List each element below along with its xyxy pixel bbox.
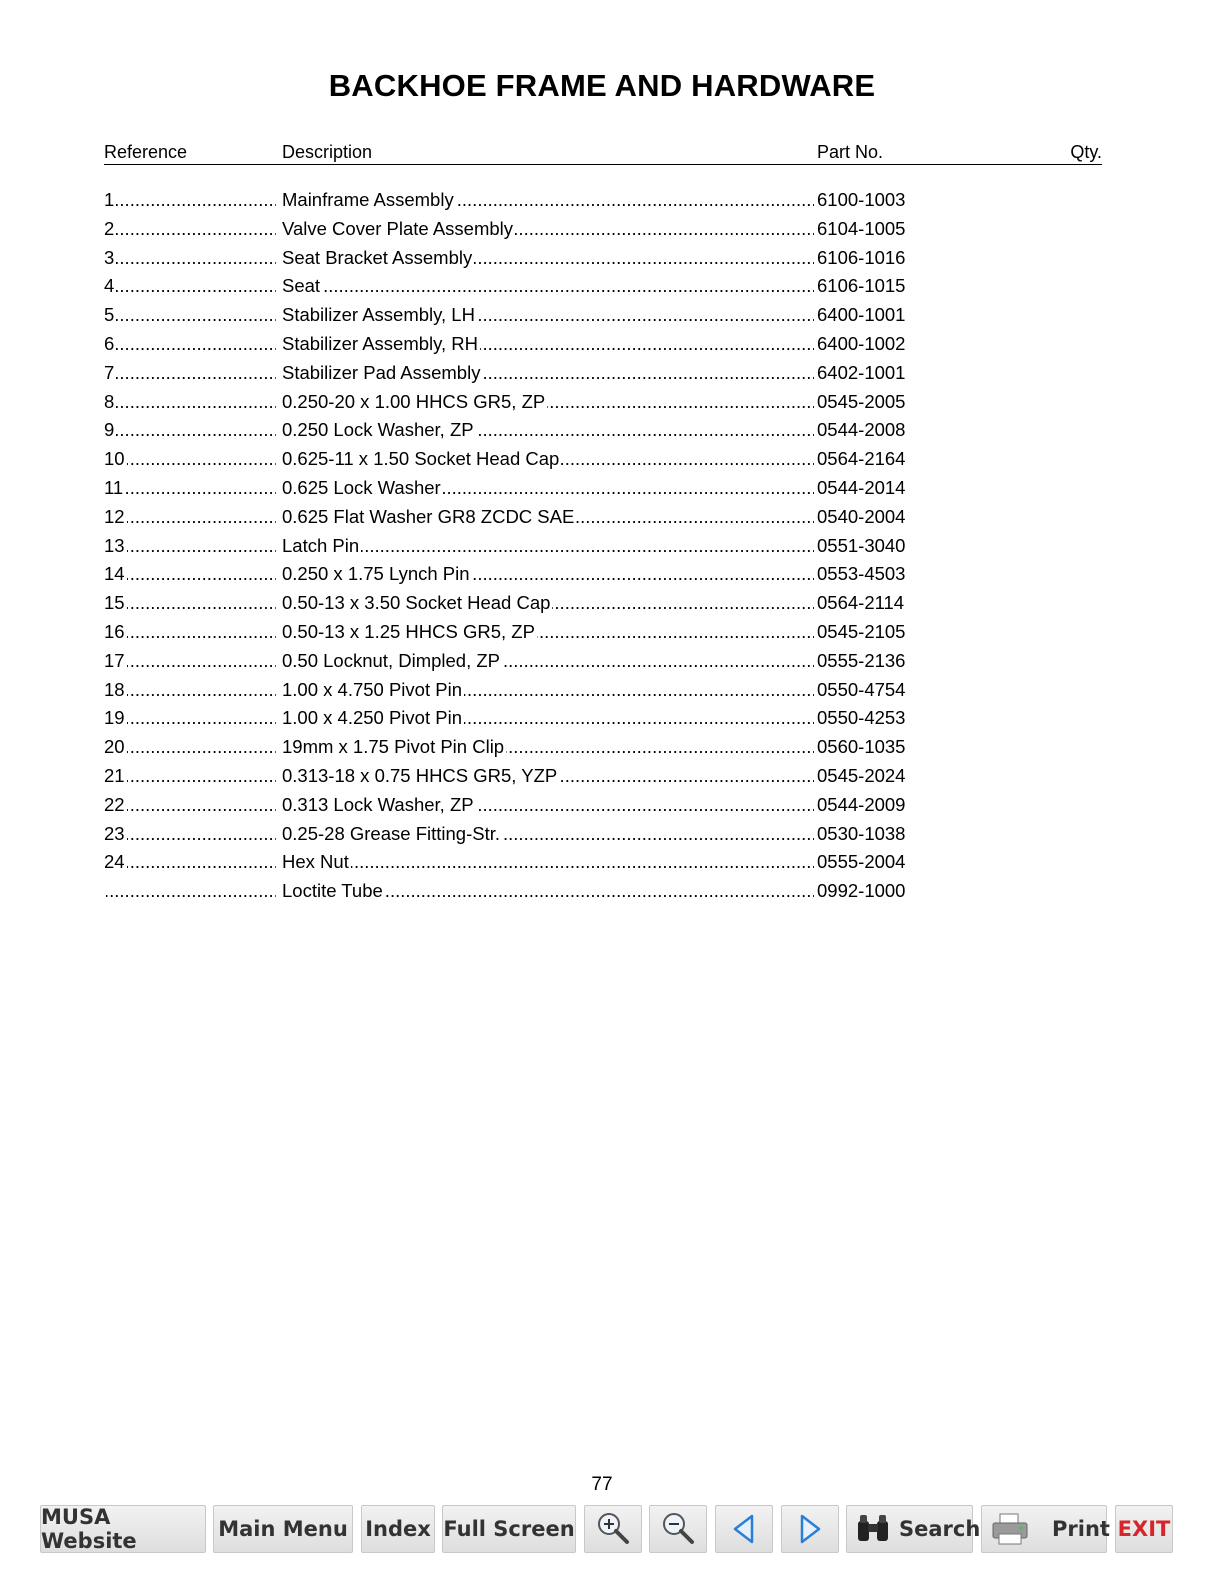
row-description: 0.250 x 1.75 Lynch Pin: [282, 563, 470, 585]
row-description: 0.250-20 x 1.00 HHCS GR5, ZP: [282, 390, 546, 412]
row-reference: 3: [104, 246, 115, 268]
row-part-no: 0560-1035: [817, 736, 906, 758]
row-qty-cell: [917, 676, 1102, 704]
row-reference-cell: [104, 560, 276, 588]
index-button[interactable]: [361, 1505, 435, 1553]
row-qty-cell: [917, 877, 1102, 905]
row-reference: 9: [104, 419, 115, 441]
row-reference: 7: [104, 361, 115, 383]
row-qty-cell: [917, 733, 1102, 761]
row-qty-cell: [917, 272, 1102, 300]
table-row: [104, 272, 1102, 301]
row-reference: 8: [104, 390, 115, 412]
row-part-no: 0564-2114: [817, 592, 905, 614]
row-reference-cell: [104, 388, 276, 416]
full-screen-button[interactable]: [442, 1505, 576, 1553]
musa-website-button[interactable]: [40, 1505, 206, 1553]
row-description-cell: [282, 791, 814, 819]
row-part-no: 6104-1005: [817, 217, 906, 239]
row-part-no: 0545-2105: [817, 620, 906, 642]
index-label: Index: [365, 1517, 431, 1541]
row-reference: 21: [104, 764, 125, 786]
row-reference: 17: [104, 649, 125, 671]
row-description-cell: [282, 733, 814, 761]
row-qty-cell: [917, 560, 1102, 588]
previous-page-button[interactable]: [715, 1505, 773, 1553]
row-description: Seat: [282, 275, 321, 297]
zoom-out-icon: [660, 1511, 696, 1547]
row-description-cell: [282, 647, 814, 675]
row-reference: 5: [104, 304, 115, 326]
row-reference-cell: [104, 474, 276, 502]
row-part-no-cell: [817, 704, 919, 732]
row-qty-cell: [917, 445, 1102, 473]
row-reference-cell: [104, 503, 276, 531]
row-description: 0.313 Lock Washer, ZP: [282, 793, 474, 815]
row-reference: 1: [104, 189, 115, 210]
row-description: Latch Pin: [282, 534, 360, 556]
row-description-cell: [282, 474, 814, 502]
row-part-no: 0545-2005: [817, 390, 906, 412]
row-qty-cell: [917, 762, 1102, 790]
row-reference: 12: [104, 505, 125, 527]
header-qty: Qty.: [1070, 142, 1102, 162]
table-row: [104, 791, 1102, 820]
next-page-button[interactable]: [781, 1505, 839, 1553]
row-part-no-cell: [817, 560, 919, 588]
row-reference-cell: [104, 272, 276, 300]
zoom-in-icon: [595, 1511, 631, 1547]
row-reference: 10: [104, 448, 125, 470]
table-row: [104, 445, 1102, 474]
row-part-no: 0550-4754: [817, 678, 906, 700]
row-description-cell: [282, 877, 814, 905]
row-reference-cell: [104, 733, 276, 761]
row-part-no-cell: [817, 416, 919, 444]
search-button[interactable]: [846, 1505, 981, 1553]
row-description: Stabilizer Assembly, LH: [282, 304, 475, 326]
row-description-cell: [282, 416, 814, 444]
table-row: [104, 215, 1102, 244]
row-reference: 20: [104, 736, 125, 758]
row-description-cell: [282, 820, 814, 848]
row-reference: 16: [104, 620, 125, 642]
row-description-cell: [282, 762, 814, 790]
row-reference-cell: [104, 445, 276, 473]
row-description: Seat Bracket Assembly: [282, 246, 473, 268]
row-description-cell: [282, 618, 814, 646]
table-row: [104, 532, 1102, 561]
row-qty-cell: [917, 215, 1102, 243]
row-description-cell: [282, 215, 814, 243]
row-description: 1.00 x 4.750 Pivot Pin: [282, 678, 462, 700]
row-qty-cell: [917, 503, 1102, 531]
row-part-no-cell: [817, 820, 919, 848]
table-row: [104, 503, 1102, 532]
row-description-cell: [282, 244, 814, 272]
row-description: 0.50-13 x 1.25 HHCS GR5, ZP: [282, 620, 535, 642]
row-reference-cell: [104, 647, 276, 675]
row-part-no-cell: [817, 359, 919, 387]
row-part-no: 0553-4503: [817, 563, 906, 585]
row-reference: 19: [104, 707, 125, 729]
row-part-no: 6400-1001: [817, 304, 906, 326]
table-row: [104, 877, 1102, 906]
row-part-no-cell: [817, 676, 919, 704]
print-button[interactable]: [981, 1505, 1110, 1553]
row-part-no-cell: [817, 762, 919, 790]
table-row: [104, 301, 1102, 330]
row-description-cell: [282, 330, 814, 358]
row-part-no: 0530-1038: [817, 822, 906, 844]
table-row: [104, 820, 1102, 849]
row-reference-cell: [104, 676, 276, 704]
row-qty-cell: [917, 647, 1102, 675]
table-row: [104, 416, 1102, 445]
row-description: 0.625 Lock Washer: [282, 476, 441, 498]
main-menu-label: Main Menu: [218, 1517, 348, 1541]
row-description: 0.50 Locknut, Dimpled, ZP: [282, 649, 500, 671]
row-reference: 2: [104, 217, 115, 239]
row-description-cell: [282, 848, 814, 876]
row-part-no-cell: [817, 791, 919, 819]
row-description: Valve Cover Plate Assembly: [282, 217, 514, 239]
row-part-no: 0992-1000: [817, 880, 906, 902]
header-reference: Reference: [104, 142, 188, 162]
row-description-cell: [282, 676, 814, 704]
row-description: Hex Nut: [282, 851, 349, 873]
row-description: 0.625-11 x 1.50 Socket Head Cap: [282, 448, 560, 470]
row-description: 0.25-28 Grease Fitting-Str.: [282, 822, 500, 844]
row-part-no: 0544-2014: [817, 476, 906, 498]
row-reference: 23: [104, 822, 125, 844]
row-part-no-cell: [817, 388, 919, 416]
row-part-no-cell: [817, 186, 919, 214]
navigation-toolbar: [38, 1505, 1178, 1557]
row-reference-cell: [104, 244, 276, 272]
row-description-cell: [282, 301, 814, 329]
table-row: [104, 359, 1102, 388]
row-part-no-cell: [817, 445, 919, 473]
row-part-no-cell: [817, 215, 919, 243]
row-part-no: 6400-1002: [817, 332, 906, 354]
table-row: [104, 676, 1102, 705]
header-part-no: Part No.: [817, 142, 884, 162]
parts-table-body: [104, 186, 1102, 906]
row-description-cell: [282, 388, 814, 416]
row-qty-cell: [917, 791, 1102, 819]
row-reference-cell: [104, 704, 276, 732]
row-part-no-cell: [817, 330, 919, 358]
table-row: [104, 560, 1102, 589]
row-part-no: 0545-2024: [817, 764, 906, 786]
row-part-no-cell: [817, 877, 919, 905]
row-reference: 15: [104, 592, 125, 614]
row-part-no-cell: [817, 618, 919, 646]
row-reference: 11: [104, 476, 124, 498]
row-part-no: 0551-3040: [817, 534, 906, 556]
table-row: [104, 186, 1102, 215]
page-title: BACKHOE FRAME AND HARDWARE: [328, 68, 876, 103]
row-qty-cell: [917, 848, 1102, 876]
row-reference-cell: [104, 416, 276, 444]
row-reference: 6: [104, 332, 115, 354]
row-description: 0.250 Lock Washer, ZP: [282, 419, 474, 441]
row-qty-cell: [917, 359, 1102, 387]
zoom-in-button[interactable]: [584, 1505, 642, 1553]
row-part-no-cell: [817, 272, 919, 300]
row-part-no-cell: [817, 848, 919, 876]
row-part-no: 0555-2136: [817, 649, 906, 671]
row-description-cell: [282, 589, 814, 617]
row-part-no-cell: [817, 733, 919, 761]
exit-button[interactable]: [1115, 1505, 1173, 1553]
row-qty-cell: [917, 416, 1102, 444]
table-row: [104, 647, 1102, 676]
row-reference-cell: [104, 215, 276, 243]
table-row: [104, 244, 1102, 273]
row-reference-cell: [104, 589, 276, 617]
header-description: Description: [282, 142, 373, 162]
row-reference-cell: [104, 359, 276, 387]
row-description: 0.50-13 x 3.50 Socket Head Cap: [282, 592, 551, 614]
table-row: [104, 762, 1102, 791]
row-description: 0.313-18 x 0.75 HHCS GR5, YZP: [282, 764, 558, 786]
row-reference-cell: [104, 186, 276, 214]
row-part-no: 0540-2004: [817, 505, 906, 527]
row-part-no-cell: [817, 301, 919, 329]
table-row: [104, 474, 1102, 503]
previous-page-icon: [730, 1513, 758, 1545]
row-part-no: 6106-1016: [817, 246, 906, 268]
row-reference-cell: [104, 330, 276, 358]
row-part-no-cell: [817, 503, 919, 531]
row-description-cell: [282, 560, 814, 588]
row-reference: [104, 880, 106, 901]
row-reference: 22: [104, 793, 125, 815]
zoom-out-button[interactable]: [649, 1505, 707, 1553]
row-reference: 4: [104, 275, 115, 297]
next-page-icon: [796, 1513, 824, 1545]
table-row: [104, 388, 1102, 417]
binoculars-icon: [855, 1513, 891, 1545]
row-description-cell: [282, 359, 814, 387]
row-reference: 24: [104, 851, 125, 873]
row-qty-cell: [917, 618, 1102, 646]
table-row: [104, 848, 1102, 877]
row-reference: 18: [104, 678, 125, 700]
printer-icon: [990, 1512, 1030, 1546]
row-qty-cell: [917, 589, 1102, 617]
exit-label: EXIT: [1117, 1517, 1171, 1541]
row-qty-cell: [917, 301, 1102, 329]
main-menu-button[interactable]: [213, 1505, 353, 1553]
row-part-no: 6402-1001: [817, 361, 906, 383]
row-qty-cell: [917, 820, 1102, 848]
row-reference-cell: [104, 301, 276, 329]
musa-website-label: MUSA Website: [41, 1505, 137, 1553]
row-qty-cell: [917, 474, 1102, 502]
row-reference-cell: [104, 618, 276, 646]
row-description-cell: [282, 532, 814, 560]
row-description: 19mm x 1.75 Pivot Pin Clip: [282, 736, 505, 758]
row-description-cell: [282, 704, 814, 732]
table-row: [104, 330, 1102, 359]
row-reference-cell: [104, 762, 276, 790]
row-reference-cell: [104, 877, 276, 905]
row-qty-cell: [917, 330, 1102, 358]
row-description: Stabilizer Pad Assembly: [282, 361, 481, 383]
row-part-no: 6100-1003: [817, 189, 906, 210]
page-number: 77: [591, 1474, 613, 1495]
full-screen-label: Full Screen: [443, 1517, 575, 1541]
table-row: [104, 704, 1102, 733]
row-description: Mainframe Assembly: [282, 189, 454, 210]
row-qty-cell: [917, 244, 1102, 272]
row-reference: 13: [104, 534, 125, 556]
row-part-no-cell: [817, 647, 919, 675]
row-reference: 14: [104, 563, 125, 585]
row-part-no: 6106-1015: [817, 275, 906, 297]
row-qty-cell: [917, 532, 1102, 560]
print-label: Print: [1052, 1517, 1110, 1541]
row-description: Loctite Tube: [282, 880, 383, 902]
row-description-cell: [282, 272, 814, 300]
row-description: 1.00 x 4.250 Pivot Pin: [282, 707, 462, 729]
row-qty-cell: [917, 186, 1102, 214]
row-reference-cell: [104, 791, 276, 819]
parts-table-header: [104, 142, 1102, 165]
row-description: 0.625 Flat Washer GR8 ZCDC SAE: [282, 505, 575, 527]
row-part-no: 0550-4253: [817, 707, 906, 729]
row-qty-cell: [917, 704, 1102, 732]
table-row: [104, 733, 1102, 762]
row-part-no-cell: [817, 244, 919, 272]
row-description-cell: [282, 186, 814, 214]
row-reference-cell: [104, 532, 276, 560]
row-reference-cell: [104, 820, 276, 848]
row-part-no-cell: [817, 589, 919, 617]
row-part-no: 0564-2164: [817, 448, 906, 470]
row-part-no: 0544-2008: [817, 419, 906, 441]
row-part-no-cell: [817, 532, 919, 560]
row-description: Stabilizer Assembly, RH: [282, 332, 479, 354]
row-description-cell: [282, 503, 814, 531]
table-row: [104, 589, 1102, 618]
row-reference-cell: [104, 848, 276, 876]
row-part-no: 0544-2009: [817, 793, 906, 815]
table-row: [104, 618, 1102, 647]
row-part-no: 0555-2004: [817, 851, 906, 873]
row-description-cell: [282, 445, 814, 473]
search-label: Search: [899, 1517, 981, 1541]
row-part-no-cell: [817, 474, 919, 502]
row-qty-cell: [917, 388, 1102, 416]
